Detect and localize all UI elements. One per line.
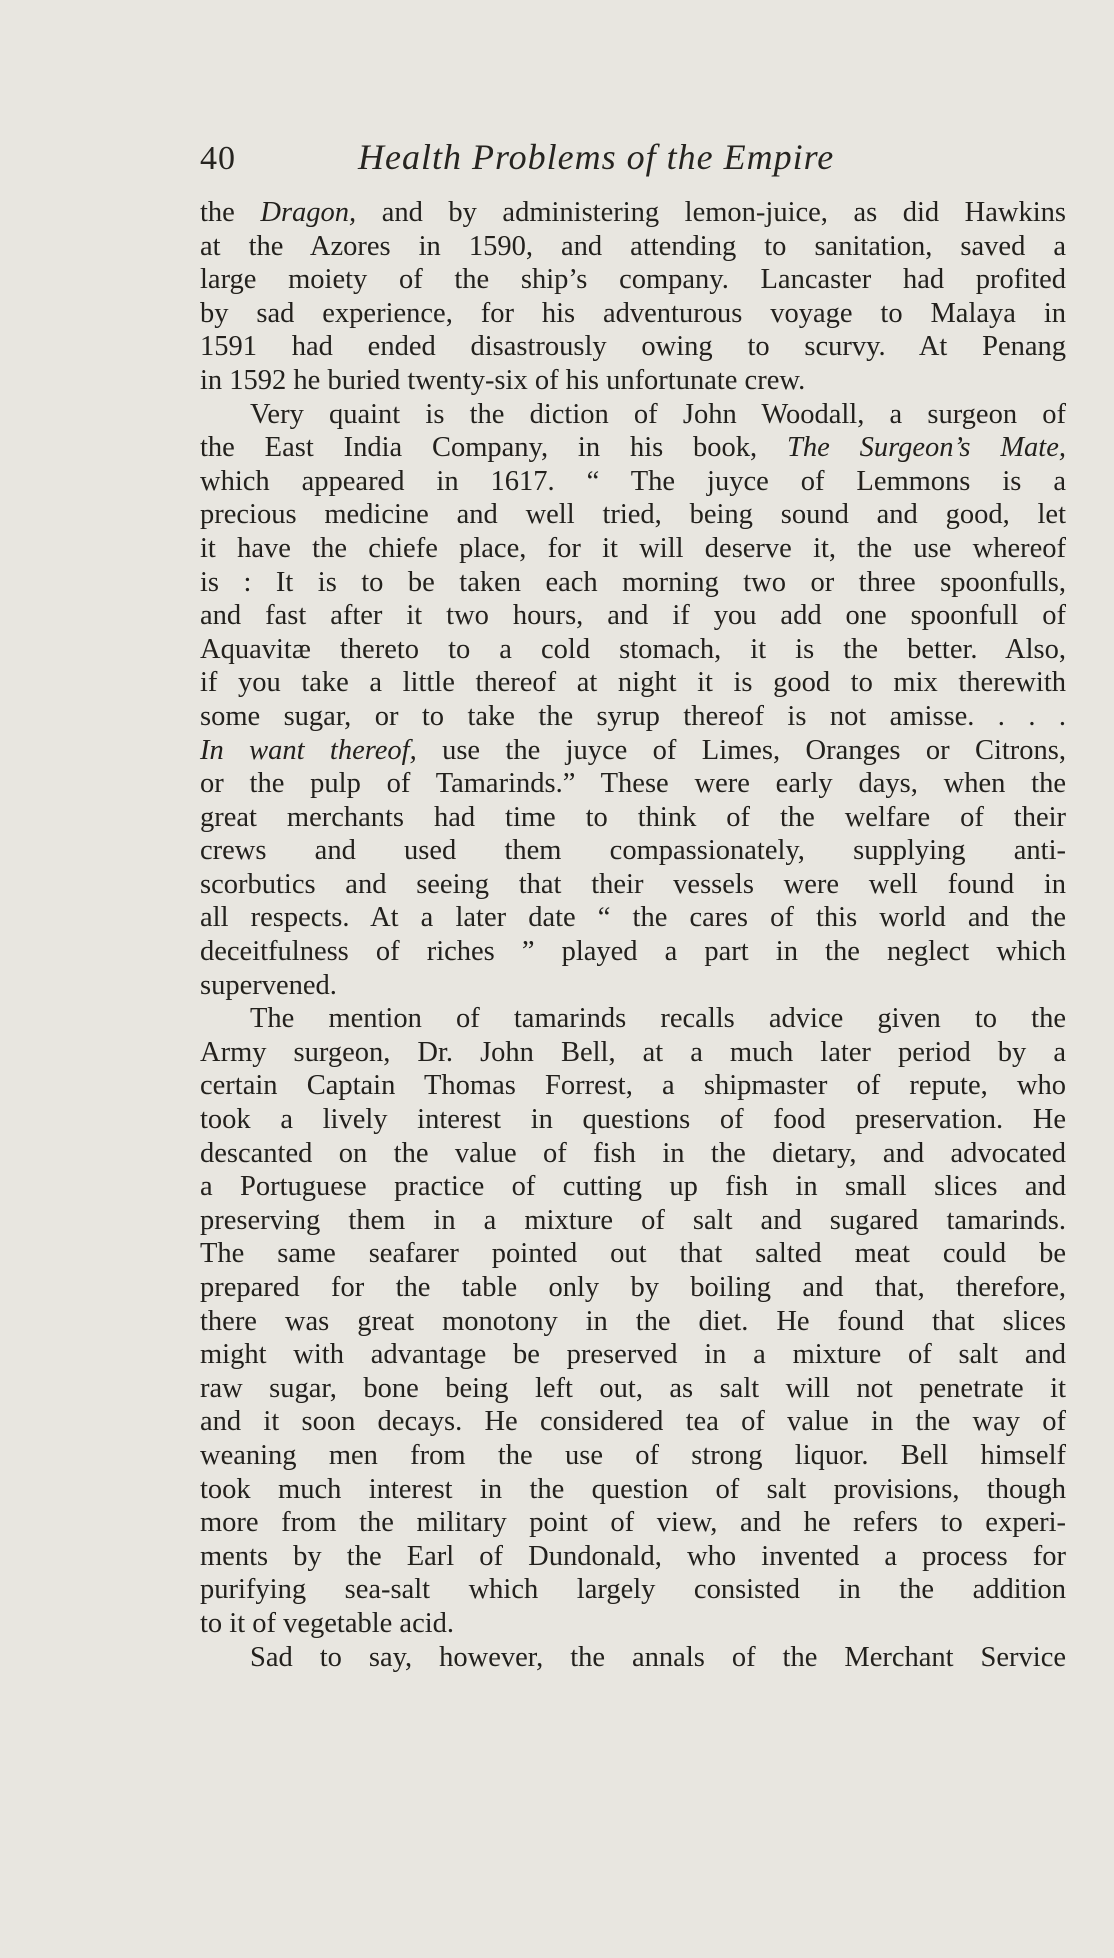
text-line — [200, 1271, 1066, 1305]
text-run: supervened. — [200, 969, 337, 1001]
text-run: the — [200, 197, 261, 228]
running-title: Health Problems of the Empire — [358, 137, 835, 177]
page-header — [200, 136, 1066, 188]
text-run: to it of vegetable acid. — [200, 1607, 455, 1639]
text-run: is : It is to be taken each morning two or three spoonfulls, — [200, 566, 1066, 598]
text-run: Sad to say, however, the annals of the Merchant Service — [250, 1641, 1066, 1673]
text-line — [200, 1506, 1066, 1540]
text-line — [200, 1540, 1066, 1574]
text-line — [200, 868, 1066, 902]
text-line — [200, 431, 1066, 465]
text-line — [200, 969, 1066, 1003]
text-run: and fast after it two hours, and if you add one spoonfull of — [200, 600, 1066, 632]
text-run: Very quaint is the diction of John Woodall, a surgeon of — [250, 398, 1066, 430]
text-line — [200, 297, 1066, 331]
text-line — [200, 1405, 1066, 1439]
text-run: great merchants had time to think of the welfare of their — [200, 801, 1066, 833]
italic-text: The Surgeon’s Mate, — [787, 432, 1066, 464]
text-line — [200, 1573, 1066, 1607]
text-run: 1591 had ended disastrously owing to scurvy. At Penang — [200, 331, 1066, 363]
text-line — [200, 767, 1066, 801]
text-run: weaning men from the use of strong liquor. Bell himself — [200, 1439, 1066, 1471]
text-run: the East India Company, in his book, — [200, 432, 788, 464]
text-line — [200, 1237, 1066, 1271]
text-run: descanted on the value of fish in the dietary, and advocated — [200, 1137, 1066, 1169]
body-text — [200, 196, 1066, 1674]
text-line — [200, 1069, 1066, 1103]
text-line — [200, 196, 1066, 230]
text-run: Aquavitæ thereto to a cold stomach, it is the better. Also, — [200, 633, 1066, 665]
text-line — [200, 1305, 1066, 1339]
text-run: The same seafarer pointed out that salted meat could be — [200, 1238, 1066, 1270]
text-run: it have the chiefe place, for it will deserve it, the use whereof — [200, 532, 1066, 564]
text-run: more from the military point of view, and he refers to experi- — [200, 1507, 1066, 1539]
text-run: took much interest in the question of salt provisions, though — [200, 1473, 1066, 1505]
text-line — [200, 700, 1066, 734]
text-run: or the pulp of Tamarinds.” These were early days, when the — [200, 768, 1066, 800]
text-line — [200, 532, 1066, 566]
text-run: might with advantage be preserved in a mixture of salt and — [200, 1339, 1066, 1371]
text-line — [200, 1473, 1066, 1507]
text-line — [200, 1338, 1066, 1372]
text-line — [200, 566, 1066, 600]
text-run: certain Captain Thomas Forrest, a shipmaster of repute, who — [200, 1070, 1066, 1102]
text-line — [200, 263, 1066, 297]
text-line — [200, 364, 1066, 398]
text-line — [200, 1103, 1066, 1137]
text-line — [200, 465, 1066, 499]
text-run: if you take a little thereof at night it is good to mix therewith — [200, 667, 1066, 699]
text-run: by sad experience, for his adventurous voyage to Malaya in — [200, 297, 1066, 329]
text-line — [200, 1641, 1066, 1675]
text-line — [200, 734, 1066, 768]
text-run: a Portuguese practice of cutting up fish in small slices and — [200, 1171, 1066, 1203]
text-run: at the Azores in 1590, and attending to sanitation, saved a — [200, 230, 1066, 262]
text-line — [200, 1607, 1066, 1641]
italic-text: Dragon, — [260, 197, 357, 228]
text-line — [200, 498, 1066, 532]
text-run: took a lively interest in questions of food preservation. He — [200, 1104, 1066, 1136]
text-run: large moiety of the ship’s company. Lancaster had profited — [200, 264, 1066, 296]
text-run: deceitfulness of riches ” played a part in the neglect which — [200, 936, 1066, 968]
text-run: ments by the Earl of Dundonald, who invented a process for — [200, 1540, 1066, 1572]
italic-text: In want thereof, — [200, 734, 417, 766]
text-line — [200, 1036, 1066, 1070]
text-run: and by administering lemon-juice, as did Hawkins — [356, 197, 1066, 228]
text-run: precious medicine and well tried, being sound and good, let — [200, 499, 1066, 531]
text-line — [200, 1170, 1066, 1204]
text-run: and it soon decays. He considered tea of value in the way of — [200, 1406, 1066, 1438]
text-line — [200, 1002, 1066, 1036]
text-line — [200, 1137, 1066, 1171]
text-run: crews and used them compassionately, supplying anti- — [200, 835, 1066, 867]
text-line — [200, 666, 1066, 700]
text-line — [200, 1439, 1066, 1473]
text-run: all respects. At a later date “ the cares of this world and the — [200, 902, 1066, 934]
text-line — [200, 330, 1066, 364]
text-run: which appeared in 1617. “ The juyce of Lemmons is a — [200, 465, 1066, 497]
text-line — [200, 230, 1066, 264]
text-run: purifying sea-salt which largely consisted in the addition — [200, 1574, 1066, 1606]
text-run: scorbutics and seeing that their vessels were well found in — [200, 868, 1066, 900]
text-run: some sugar, or to take the syrup thereof is not amisse. . . . — [200, 700, 1066, 732]
text-line — [200, 1204, 1066, 1238]
text-run: The mention of tamarinds recalls advice given to the — [250, 1003, 1066, 1035]
text-run: preserving them in a mixture of salt and sugared tamarinds. — [200, 1204, 1066, 1236]
text-run: prepared for the table only by boiling and that, therefore, — [200, 1272, 1066, 1303]
text-line — [200, 834, 1066, 868]
text-line — [200, 599, 1066, 633]
text-line — [200, 801, 1066, 835]
text-run: use the juyce of Limes, Oranges or Citrons, — [416, 734, 1066, 766]
text-run: raw sugar, bone being left out, as salt will not penetrate it — [200, 1372, 1066, 1404]
text-run: there was great monotony in the diet. He found that slices — [200, 1305, 1066, 1337]
text-line — [200, 633, 1066, 667]
page-number: 40 — [200, 140, 236, 177]
text-run: Army surgeon, Dr. John Bell, at a much later period by a — [200, 1036, 1066, 1068]
text-line — [200, 398, 1066, 432]
text-line — [200, 1372, 1066, 1406]
text-line — [200, 901, 1066, 935]
text-line — [200, 935, 1066, 969]
text-run: in 1592 he buried twenty-six of his unfortunate crew. — [200, 364, 806, 396]
